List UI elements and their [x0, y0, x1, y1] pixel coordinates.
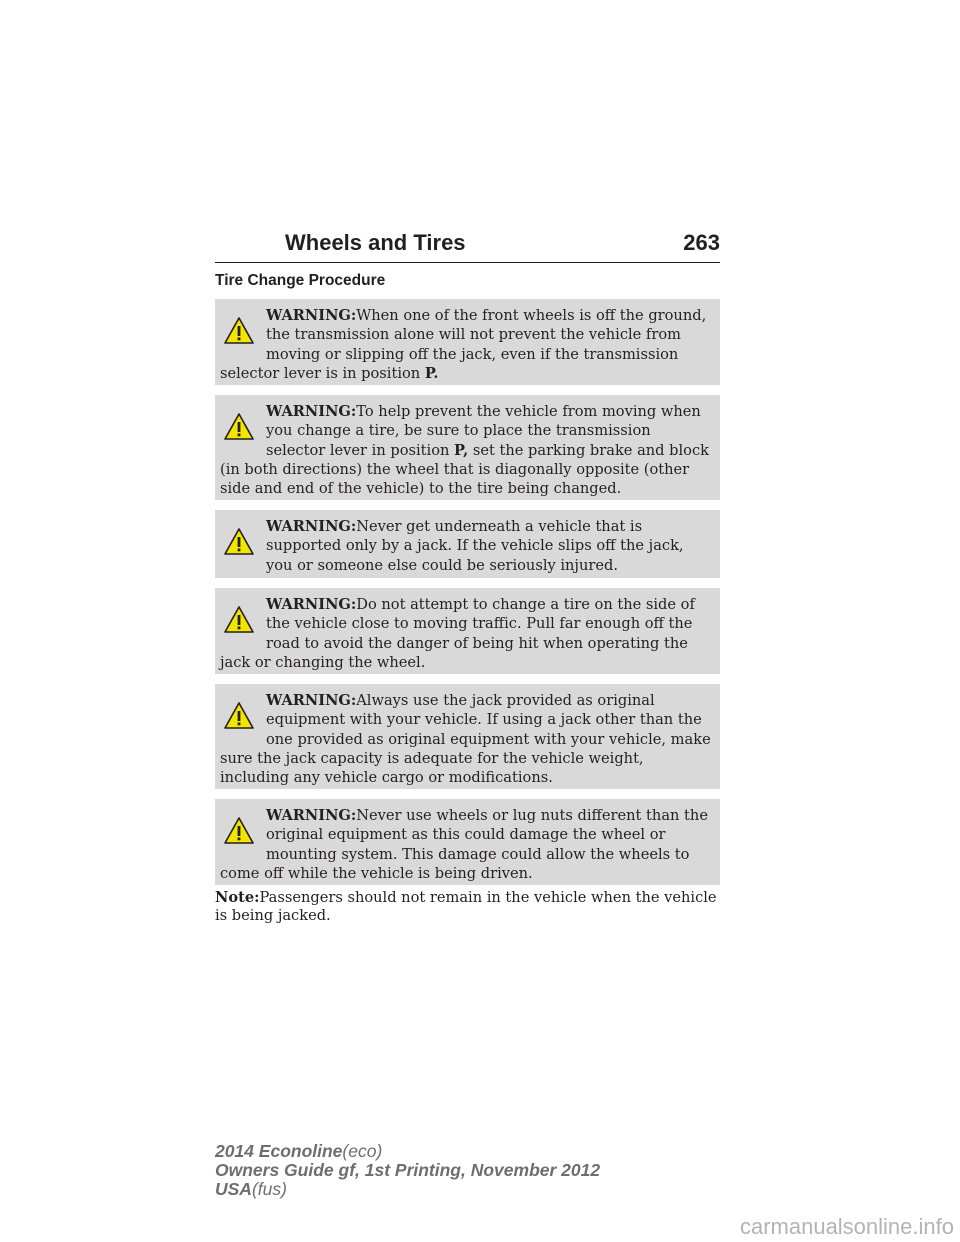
footer-model-code: (eco) [342, 1141, 383, 1161]
footer [215, 1142, 600, 1199]
warning-box [215, 395, 720, 500]
warning-triangle-icon [224, 701, 254, 731]
footer-market: USA [215, 1179, 252, 1199]
footer-model-line [215, 1142, 600, 1161]
page-header [215, 226, 720, 263]
warning-label: WARNING: [266, 807, 357, 824]
warning-triangle-icon [224, 316, 254, 346]
warning-box [215, 510, 720, 578]
warning-emphasis: P, [454, 441, 469, 459]
footer-model: 2014 Econoline [215, 1141, 343, 1161]
section-title: Wheels and Tires [285, 230, 466, 255]
warning-label: WARNING: [266, 307, 357, 324]
warning-text: Always use the jack provided as original equipment with your vehicle. If using a jack other than the one provided as original equipment with your vehicle, make sure the jack capacity is adequate for the vehicle weight, including any vehicle cargo or modifications. [220, 692, 711, 787]
warning-label: WARNING: [266, 403, 357, 420]
warning-text: When one of the front wheels is off the ground, the transmission alone will not prevent the vehicle from moving or slipping off the jack, even if the transmission selector lever is in position [220, 307, 707, 382]
subheading: Tire Change Procedure [215, 272, 386, 289]
note-text: Passengers should not remain in the vehicle when the vehicle is being jacked. [215, 889, 717, 924]
page-number: 263 [683, 230, 720, 255]
footer-market-line [215, 1180, 600, 1199]
warning-text: To help prevent the vehicle from moving when you change a tire, be sure to place the transmission selector lever in position [266, 403, 701, 459]
warning-emphasis: P. [424, 364, 439, 382]
footer-guide: Owners Guide gf, 1st Printing, November 2012 [215, 1160, 601, 1180]
warning-text: set the parking brake and block (in both directions) the wheel that is diagonally opposite (other side and end of the vehicle) to the tire being changed. [220, 441, 709, 498]
warning-box [215, 684, 720, 789]
footer-market-code: (fus) [251, 1179, 287, 1199]
warning-text: Do not attempt to change a tire on the side of the vehicle close to moving traffic. Pull far enough off the road to avoid the danger of being hit when operating the jack or changing the wheel. [220, 596, 695, 671]
footer-guide-line [215, 1161, 600, 1180]
warning-label: WARNING: [266, 596, 357, 613]
warning-box [215, 799, 720, 885]
warning-triangle-icon [224, 412, 254, 442]
note [215, 889, 720, 925]
warning-text: Never get underneath a vehicle that is supported only by a jack. If the vehicle slips off the jack, you or someone else could be seriously injured. [266, 518, 684, 574]
warning-triangle-icon [224, 816, 254, 846]
watermark: carmanualsonline.info [739, 1214, 954, 1239]
warning-triangle-icon [224, 605, 254, 635]
warning-box [215, 588, 720, 674]
warning-label: WARNING: [266, 518, 357, 535]
warning-label: WARNING: [266, 692, 357, 709]
warning-box [215, 299, 720, 385]
warning-triangle-icon [224, 527, 254, 557]
note-label: Note: [215, 889, 260, 906]
warning-text: Never use wheels or lug nuts different than the original equipment as this could damage the wheel or mounting system. This damage could allow the wheels to come off while the vehicle is being driven. [220, 807, 708, 882]
